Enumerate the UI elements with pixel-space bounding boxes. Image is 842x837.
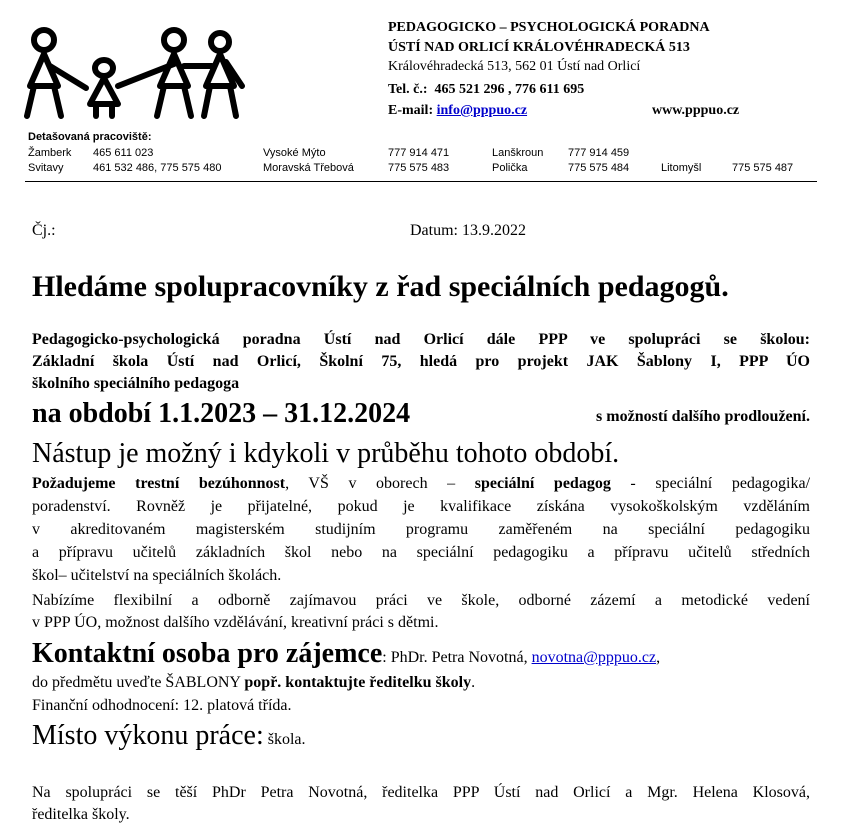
requirements-line4: a přípravu učitelů základních škol nebo na speciální pedagogiku a přípravu učitelů středních bbox=[32, 544, 810, 561]
requirements-line5: škol– učitelství na speciálních školách. bbox=[32, 567, 282, 584]
req-special-educator: speciální pedagog bbox=[474, 475, 611, 492]
main-heading: Hledáme spolupracovníky z řad speciálních pedagogů. bbox=[32, 270, 729, 303]
intro-line2: Základní škola Ústí nad Orlicí, Školní 75, hledá pro projekt JAK Šablony I, PPP ÚO bbox=[32, 353, 810, 370]
contact-heading: Kontaktní osoba pro zájemce bbox=[32, 638, 383, 669]
workplace-value: škola. bbox=[263, 731, 306, 748]
offer-line1: Nabízíme flexibilní a odborně zajímavou práci ve škole, odborné zázemí a metodické vedení bbox=[32, 592, 810, 609]
email-link[interactable]: info@pppuo.cz bbox=[436, 103, 528, 118]
period-dates: na období 1.1.2023 – 31.12.2024 bbox=[32, 398, 411, 429]
branch-phone: 465 611 023 bbox=[93, 147, 154, 159]
period-extension: s možností dalšího prodloužení. bbox=[596, 408, 810, 425]
branch-place: Polička bbox=[492, 162, 528, 174]
branch-place: Svitavy bbox=[28, 162, 64, 174]
subject-contact-director: popř. kontaktujte ředitelku školy bbox=[244, 674, 472, 691]
intro-line3: školního speciálního pedagoga bbox=[32, 375, 240, 392]
contact-email-link[interactable]: novotna@pppuo.cz bbox=[531, 649, 657, 666]
req-clean-record: Požadujeme trestní bezúhonnost bbox=[32, 475, 286, 492]
branch-place: Lanškroun bbox=[492, 147, 544, 159]
document-date: Datum: 13.9.2022 bbox=[410, 222, 526, 239]
email-label: E-mail: bbox=[388, 103, 434, 118]
branch-place: Moravská Třebová bbox=[263, 162, 354, 174]
subject-text: do předmětu uveďte ŠABLONY bbox=[32, 674, 245, 691]
website-link[interactable]: www.pppuo.cz bbox=[652, 103, 740, 118]
closing-line2: ředitelka školy. bbox=[32, 806, 130, 823]
req-text: , VŠ v oborech – bbox=[285, 475, 475, 492]
org-name-line2: ÚSTÍ NAD ORLICÍ KRÁLOVÉHRADECKÁ 513 bbox=[388, 40, 690, 55]
branches-title: Detašovaná pracoviště: bbox=[28, 131, 152, 143]
subject-end: . bbox=[471, 674, 476, 691]
org-name-line1: PEDAGOGICKO – PSYCHOLOGICKÁ PORADNA bbox=[388, 20, 710, 35]
intro-line1: Pedagogicko-psychologická poradna Ústí nad Orlicí dále PPP ve spolupráci se školou: bbox=[32, 331, 810, 348]
offer-line2: v PPP ÚO, možnost dalšího vzdělávání, kreativní práci s dětmi. bbox=[32, 614, 439, 631]
requirements-line2: poradenství. Rovněž je přijatelné, pokud je kvalifikace získána vysokoškolským vzděláním bbox=[32, 498, 810, 515]
org-email bbox=[388, 103, 527, 119]
org-phone bbox=[388, 82, 584, 98]
contact-line bbox=[32, 638, 810, 670]
req-text: - speciální pedagogika/ bbox=[610, 475, 811, 492]
branch-phone: 461 532 486, 775 575 480 bbox=[93, 162, 222, 174]
header-divider bbox=[25, 181, 817, 182]
tel-label: Tel. č.: bbox=[388, 82, 428, 97]
requirements-line1 bbox=[32, 474, 810, 494]
closing-line1: Na spolupráci se těší PhDr Petra Novotná, ředitelka PPP Ústí nad Orlicí a Mgr. Helena Klosová, bbox=[32, 784, 810, 801]
branch-place: Litomyšl bbox=[661, 162, 702, 174]
logo-figures bbox=[24, 26, 246, 122]
subject-line bbox=[32, 674, 475, 692]
contact-person: : PhDr. Petra Novotná, bbox=[382, 649, 532, 666]
branch-phone: 775 575 484 bbox=[568, 162, 630, 174]
branch-phone: 777 914 471 bbox=[388, 147, 450, 159]
branch-place: Vysoké Mýto bbox=[263, 147, 326, 159]
requirements-line3: v akreditovaném magisterském studijním programu zaměřeném na speciální pedagogiku bbox=[32, 521, 810, 538]
period-line bbox=[32, 398, 810, 430]
reference-number: Čj.: bbox=[32, 222, 56, 239]
workplace-heading: Místo výkonu práce: bbox=[32, 720, 264, 751]
org-address: Královéhradecká 513, 562 01 Ústí nad Orlicí bbox=[388, 59, 641, 74]
tel-value: 465 521 296 , 776 611 695 bbox=[434, 82, 585, 97]
contact-end: , bbox=[656, 649, 661, 666]
branch-phone: 775 575 483 bbox=[388, 162, 450, 174]
branch-phone: 775 575 487 bbox=[732, 162, 794, 174]
workplace-line bbox=[32, 720, 306, 752]
salary-info: Finanční odhodnocení: 12. platová třída. bbox=[32, 697, 292, 714]
branch-phone: 777 914 459 bbox=[568, 147, 630, 159]
branch-place: Žamberk bbox=[28, 147, 72, 159]
start-info: Nástup je možný i kdykoli v průběhu tohoto období. bbox=[32, 438, 620, 469]
